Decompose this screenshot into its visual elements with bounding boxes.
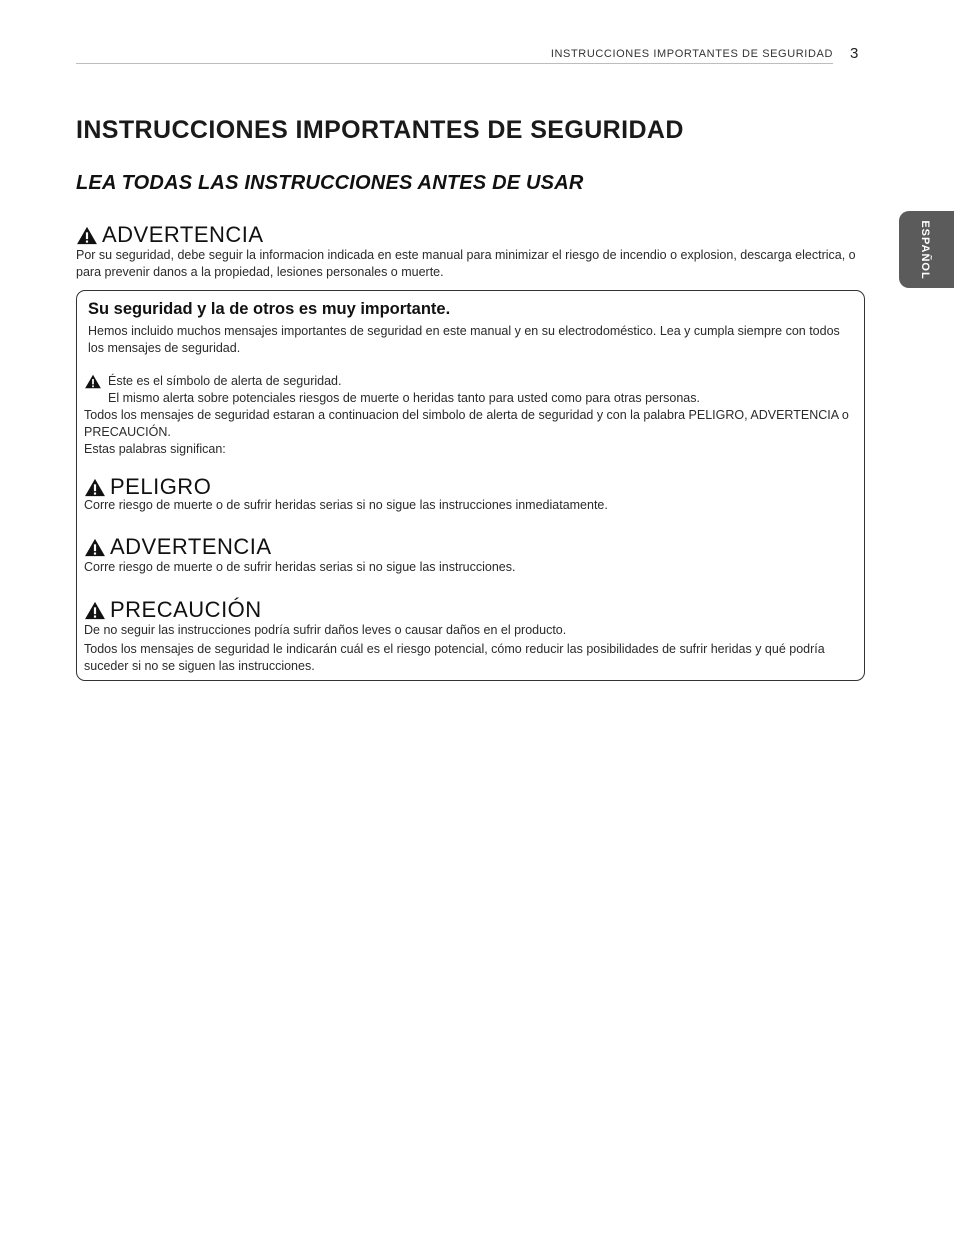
peligro-text: Corre riesgo de muerte o de sufrir heridas serias si no sigue las instrucciones inmediatamente.: [84, 498, 608, 512]
warning-text: Por su seguridad, debe seguir la informacion indicada en este manual para minimizar el riesgo de incendio o explosion, descarga electrica, o para prevenir danos a la propiedad, lesiones personales o muerte.: [76, 248, 856, 279]
precaucion-text-1: De no seguir las instrucciones podría sufrir daños leves o causar daños en el producto.: [84, 623, 567, 637]
warning-heading-label: ADVERTENCIA: [102, 222, 264, 247]
running-header-title: INSTRUCCIONES IMPORTANTES DE SEGURIDAD: [550, 48, 833, 60]
warning-triangle-icon: [84, 478, 106, 497]
advertencia-text: Corre riesgo de muerte o de sufrir heridas serias si no sigue las instrucciones.: [84, 560, 516, 574]
language-tab-label: ESPAÑOL: [919, 219, 931, 280]
signal-words-text: Todos los mensajes de seguridad estaran a continuacion del simbolo de alerta de seguridad y con la palabra PELIGRO, ADVERTENCIA o PRECAUCIÓN.: [84, 408, 849, 439]
page-title: INSTRUCCIONES IMPORTANTES DE SEGURIDAD: [76, 116, 684, 144]
alert-symbol-explanation: [84, 373, 859, 458]
precaucion-heading: [84, 597, 262, 623]
header-divider: [76, 63, 833, 64]
warning-heading: [76, 222, 264, 248]
advertencia-heading: [84, 534, 272, 560]
precaucion-heading-label: PRECAUCIÓN: [110, 597, 262, 622]
meaning-intro-text: Estas palabras significan:: [84, 442, 226, 456]
warning-triangle-icon: [84, 538, 106, 557]
peligro-heading-label: PELIGRO: [110, 474, 212, 499]
safety-box-description: Hemos incluido muchos mensajes importantes de seguridad en este manual y en su electrodoméstico. Lea y cumpla siempre con todos los mensajes de seguridad.: [88, 324, 840, 355]
alert-meaning-text: El mismo alerta sobre potenciales riesgos de muerte o heridas tanto para usted como para otras personas.: [108, 391, 700, 405]
language-tab: [899, 211, 954, 288]
advertencia-heading-label: ADVERTENCIA: [110, 534, 272, 559]
safety-box-title: Su seguridad y la de otros es muy importante.: [88, 300, 451, 318]
page-number: 3: [850, 45, 859, 62]
alert-symbol-text: Éste es el símbolo de alerta de seguridad.: [108, 374, 342, 388]
alert-symbol-line: [84, 373, 859, 390]
page-subtitle: LEA TODAS LAS INSTRUCCIONES ANTES DE USAR: [76, 172, 584, 194]
warning-triangle-icon: [76, 226, 98, 245]
warning-triangle-icon: [84, 374, 102, 389]
warning-triangle-icon: [84, 601, 106, 620]
precaucion-text-2: Todos los mensajes de seguridad le indicarán cuál es el riesgo potencial, cómo reducir las posibilidades de sufrir heridas y qué podría suceder si no se siguen las instrucciones.: [84, 642, 825, 673]
